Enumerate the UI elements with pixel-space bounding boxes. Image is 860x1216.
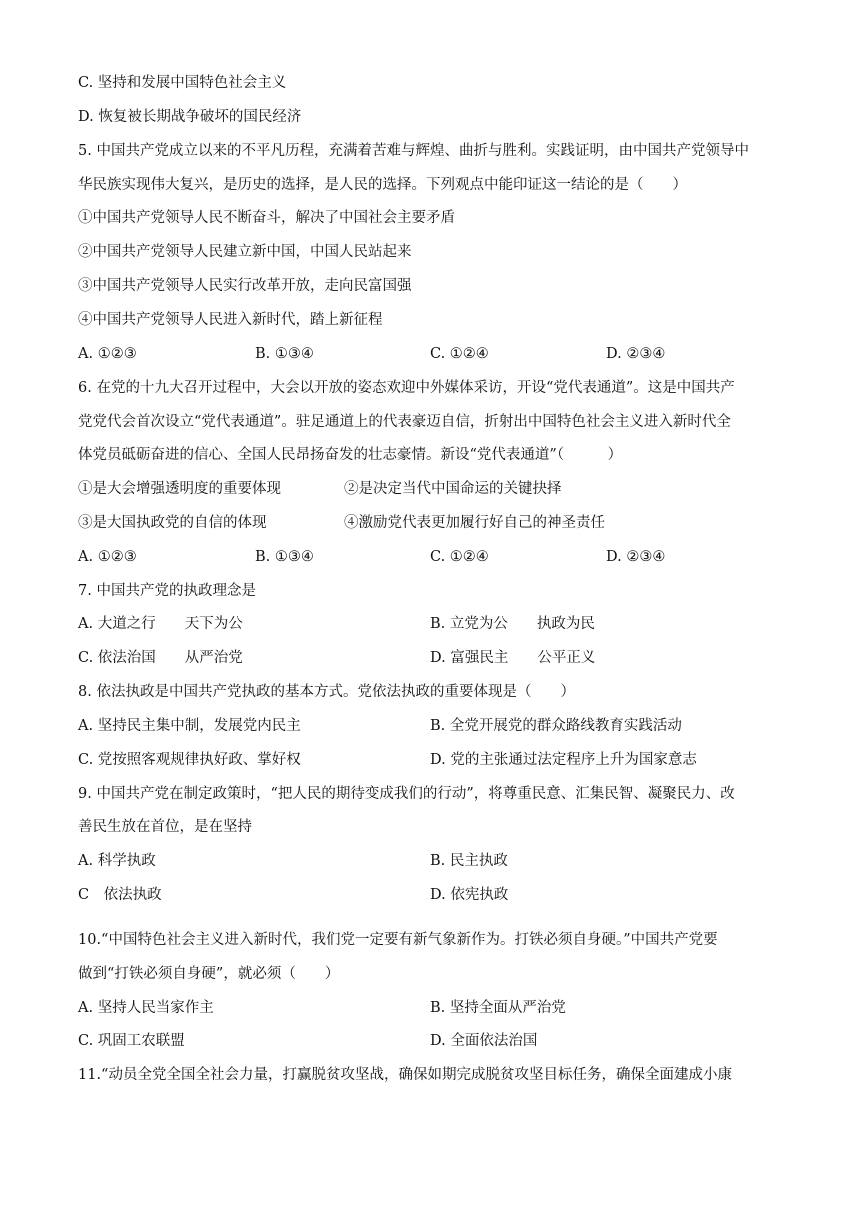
q4-option-c: C. 坚持和发展中国特色社会主义 [78,75,287,91]
q5-item-2: ②中国共产党领导人民建立新中国，中国人民站起来 [78,244,412,260]
q8-stem: 8. 依法执政是中国共产党执政的基本方式。党依法执政的重要体现是（ ） [78,684,575,700]
q4-option-d: D. 恢复被长期战争破坏的国民经济 [78,109,302,125]
q7-stem: 7. 中国共产党的执政理念是 [78,583,256,599]
q8-option-d: D. 党的主张通过法定程序上升为国家意志 [430,752,697,768]
q6-item-1: ①是大会增强透明度的重要体现 [78,481,281,497]
q5-stem-line-2: 华民族实现伟大复兴，是历史的选择，是人民的选择。下列观点中能印证这一结论的是（ ） [78,177,687,193]
q6-option-c: C. ①②④ [430,549,489,565]
q5-option-a: A. ①②③ [78,346,137,362]
q7-option-c: C. 依法治国 从严治党 [78,650,243,666]
q8-option-b: B. 全党开展党的群众路线教育实践活动 [430,718,682,734]
q7-option-b: B. 立党为公 执政为民 [430,616,595,632]
q10-option-d: D. 全面依法治国 [430,1033,538,1049]
q9-option-b: B. 民主执政 [430,853,508,869]
q5-item-4: ④中国共产党领导人民进入新时代，踏上新征程 [78,312,383,328]
q10-option-b: B. 坚持全面从严治党 [430,1000,566,1016]
q9-option-d: D. 依宪执政 [430,887,509,903]
q6-stem-line-1: 6. 在党的十九大召开过程中，大会以开放的姿态欢迎中外媒体采访，开设“党代表通道”。这是中国共产 [78,380,735,396]
q11-stem-line-1: 11.“动员全党全国全社会力量，打赢脱贫攻坚战，确保如期完成脱贫攻坚目标任务，确保全面建成小康 [78,1067,732,1083]
q6-option-a: A. ①②③ [78,549,137,565]
q10-stem-line-2: 做到“打铁必须自身硬”，就必须（ ） [78,966,340,982]
q9-option-a: A. 科学执政 [78,853,156,869]
q8-option-c: C. 党按照客观规律执好政、掌好权 [78,752,301,768]
q10-option-c: C. 巩固工农联盟 [78,1033,185,1049]
q6-item-3: ③是大国执政党的自信的体现 [78,515,267,531]
q6-option-b: B. ①③④ [255,549,314,565]
q7-option-a: A. 大道之行 天下为公 [78,616,243,632]
q10-stem-line-1: 10.“中国特色社会主义进入新时代，我们党一定要有新气象新作为。打铁必须自身硬。”中国共产党要 [78,932,718,948]
q5-option-d: D. ②③④ [606,346,666,362]
q9-stem-line-1: 9. 中国共产党在制定政策时，“把人民的期待变成我们的行动”，将尊重民意、汇集民智、凝聚民力、改 [78,786,735,802]
q5-item-1: ①中国共产党领导人民不断奋斗，解决了中国社会主要矛盾 [78,210,455,226]
q9-stem-line-2: 善民生放在首位，是在坚持 [78,819,252,835]
q6-item-4: ④激励党代表更加履行好自己的神圣责任 [344,515,605,531]
q6-stem-line-2: 党党代会首次设立“党代表通道”。驻足通道上的代表豪迈自信，折射出中国特色社会主义进入新时代全 [78,414,731,430]
q5-item-3: ③中国共产党领导人民实行改革开放，走向民富国强 [78,278,412,294]
q6-stem-line-3: 体党员砥砺奋进的信心、全国人民昂扬奋发的壮志豪情。新设“党代表通道”（ ） [78,447,623,463]
q8-option-a: A. 坚持民主集中制，发展党内民主 [78,718,301,734]
q5-option-b: B. ①③④ [255,346,314,362]
q7-option-d: D. 富强民主 公平正义 [430,650,596,666]
q5-option-c: C. ①②④ [430,346,489,362]
q6-option-d: D. ②③④ [606,549,666,565]
q6-item-2: ②是决定当代中国命运的关键抉择 [344,481,562,497]
q9-option-c: C 依法执政 [78,887,162,903]
q5-stem-line-1: 5. 中国共产党成立以来的不平凡历程，充满着苦难与辉煌、曲折与胜利。实践证明，由中国共产党领导中 [78,143,749,159]
q10-option-a: A. 坚持人民当家作主 [78,1000,214,1016]
